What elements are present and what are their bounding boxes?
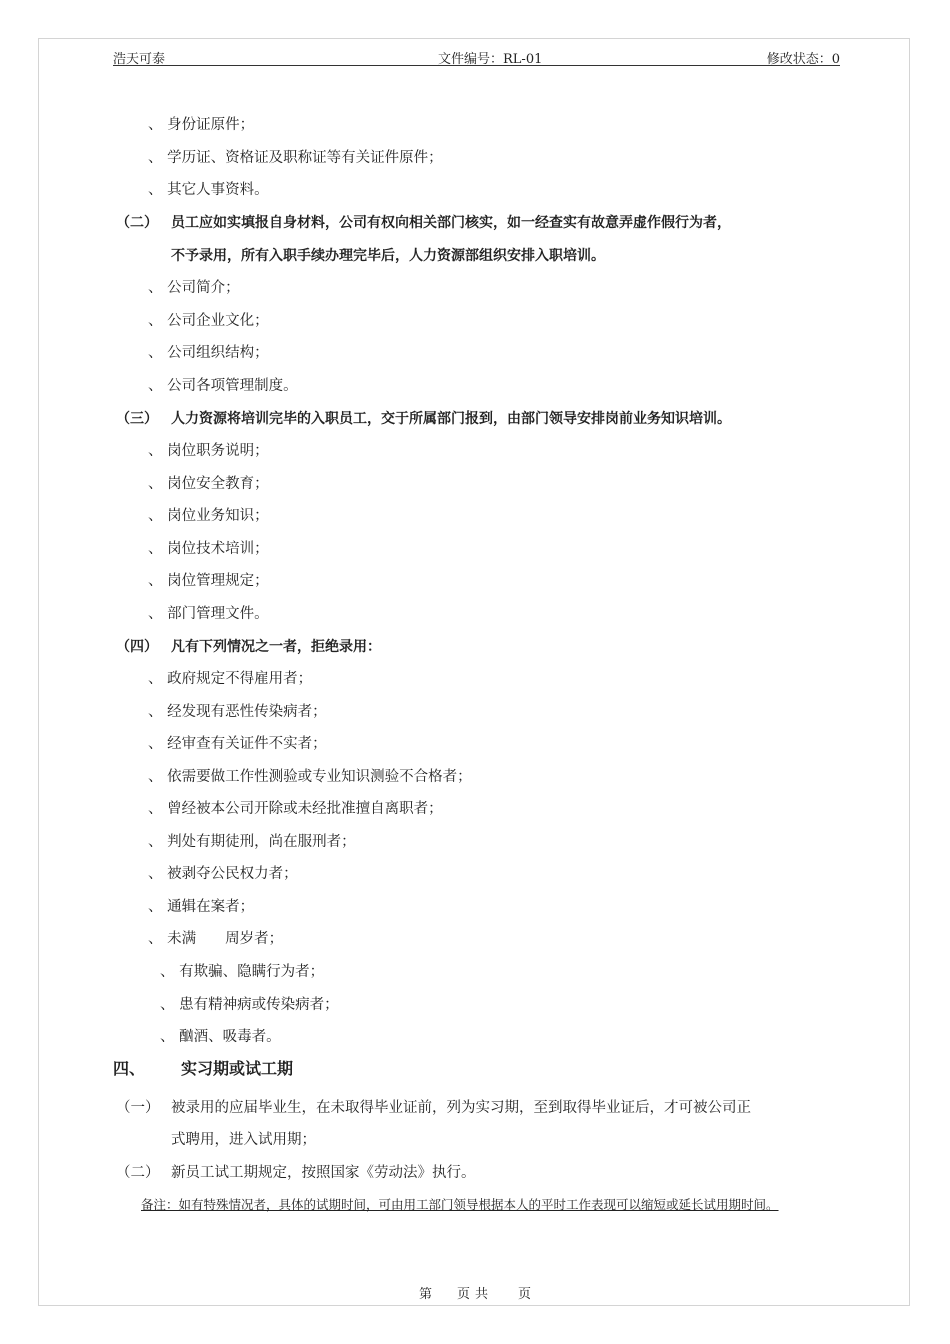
item-number: （一） [116, 1100, 160, 1116]
header-revision: 修改状态：0 [766, 52, 840, 67]
section-text: 人力资源将培训完毕的入职员工，交于所属部门报到，由部门领导安排岗前业务知识培训。 [171, 411, 731, 427]
header-doc-number: 文件编号：RL-01 [438, 52, 543, 67]
header-company: 浩天可泰 [113, 52, 166, 67]
list-item: 、 公司各项管理制度。 [148, 378, 298, 394]
list-item: 、 岗位技术培训； [148, 541, 269, 557]
section-number: （四） [116, 639, 158, 655]
list-item: 、 依需要做工作性测验或专业知识测验不合格者； [148, 769, 472, 785]
item-number: （二） [116, 1165, 160, 1181]
list-item: 、 岗位业务知识； [148, 508, 269, 524]
list-item: 、 通辑在案者； [148, 899, 255, 915]
list-item: 、 有欺骗、隐瞒行为者； [160, 964, 325, 980]
chapter-title: 实习期或试工期 [181, 1059, 294, 1078]
section-number: （三） [116, 411, 158, 427]
list-item: 、 政府规定不得雇用者； [148, 671, 313, 687]
footer-page-unit: 页 [457, 1287, 471, 1302]
section-text: 凡有下列情况之一者，拒绝录用： [171, 639, 381, 655]
list-item: 、 身份证原件； [148, 117, 255, 133]
list-item: 、 判处有期徒刑，尚在服刑者； [148, 834, 356, 850]
list-item: 、 学历证、资格证及职称证等有关证件原件； [148, 150, 443, 166]
list-item: 、 岗位职务说明； [148, 443, 269, 459]
footer-total-unit: 页 [518, 1287, 532, 1302]
list-item: 、 酗酒、吸毒者。 [160, 1029, 281, 1045]
list-item: 、 公司简介； [148, 280, 240, 296]
section-number: （二） [116, 215, 158, 231]
page-header [113, 47, 840, 66]
list-item: 、 经审查有关证件不实者； [148, 736, 327, 752]
list-item: 、 经发现有恶性传染病者； [148, 704, 327, 720]
list-item: 、 岗位管理规定； [148, 573, 269, 589]
list-item: 、 曾经被本公司开除或未经批准擅自离职者； [148, 801, 443, 817]
section-text: 不予录用，所有入职手续办理完毕后，人力资源部组织安排入职培训。 [171, 248, 605, 264]
list-item: 、 其它人事资料。 [148, 182, 269, 198]
list-item: 、 被剥夺公民权力者； [148, 866, 298, 882]
footer-page-label: 第 [419, 1287, 433, 1302]
footer-total-label: 共 [475, 1287, 489, 1302]
list-item: 、 岗位安全教育； [148, 476, 269, 492]
list-item: 、 部门管理文件。 [148, 606, 269, 622]
item-text: 式聘用，进入试用期； [171, 1132, 316, 1148]
list-item: 、 公司组织结构； [148, 345, 269, 361]
list-item: 、 未满 周岁者； [148, 931, 284, 947]
note-paragraph: 备注：如有特殊情况者，具体的试期时间，可由用工部门领导根据本人的平时工作表现可以缩短或延长试用期时间。 [141, 1197, 779, 1212]
chapter-number: 四、 [113, 1059, 146, 1078]
item-text: 被录用的应届毕业生，在未取得毕业证前，列为实习期，至到取得毕业证后，才可被公司正 [171, 1100, 751, 1116]
list-item: 、 患有精神病或传染病者； [160, 997, 339, 1013]
section-text: 员工应如实填报自身材料，公司有权向相关部门核实，如一经查实有故意弄虚作假行为者， [171, 215, 731, 231]
item-text: 新员工试工期规定，按照国家《劳动法》执行。 [171, 1165, 476, 1181]
list-item: 、 公司企业文化； [148, 313, 269, 329]
